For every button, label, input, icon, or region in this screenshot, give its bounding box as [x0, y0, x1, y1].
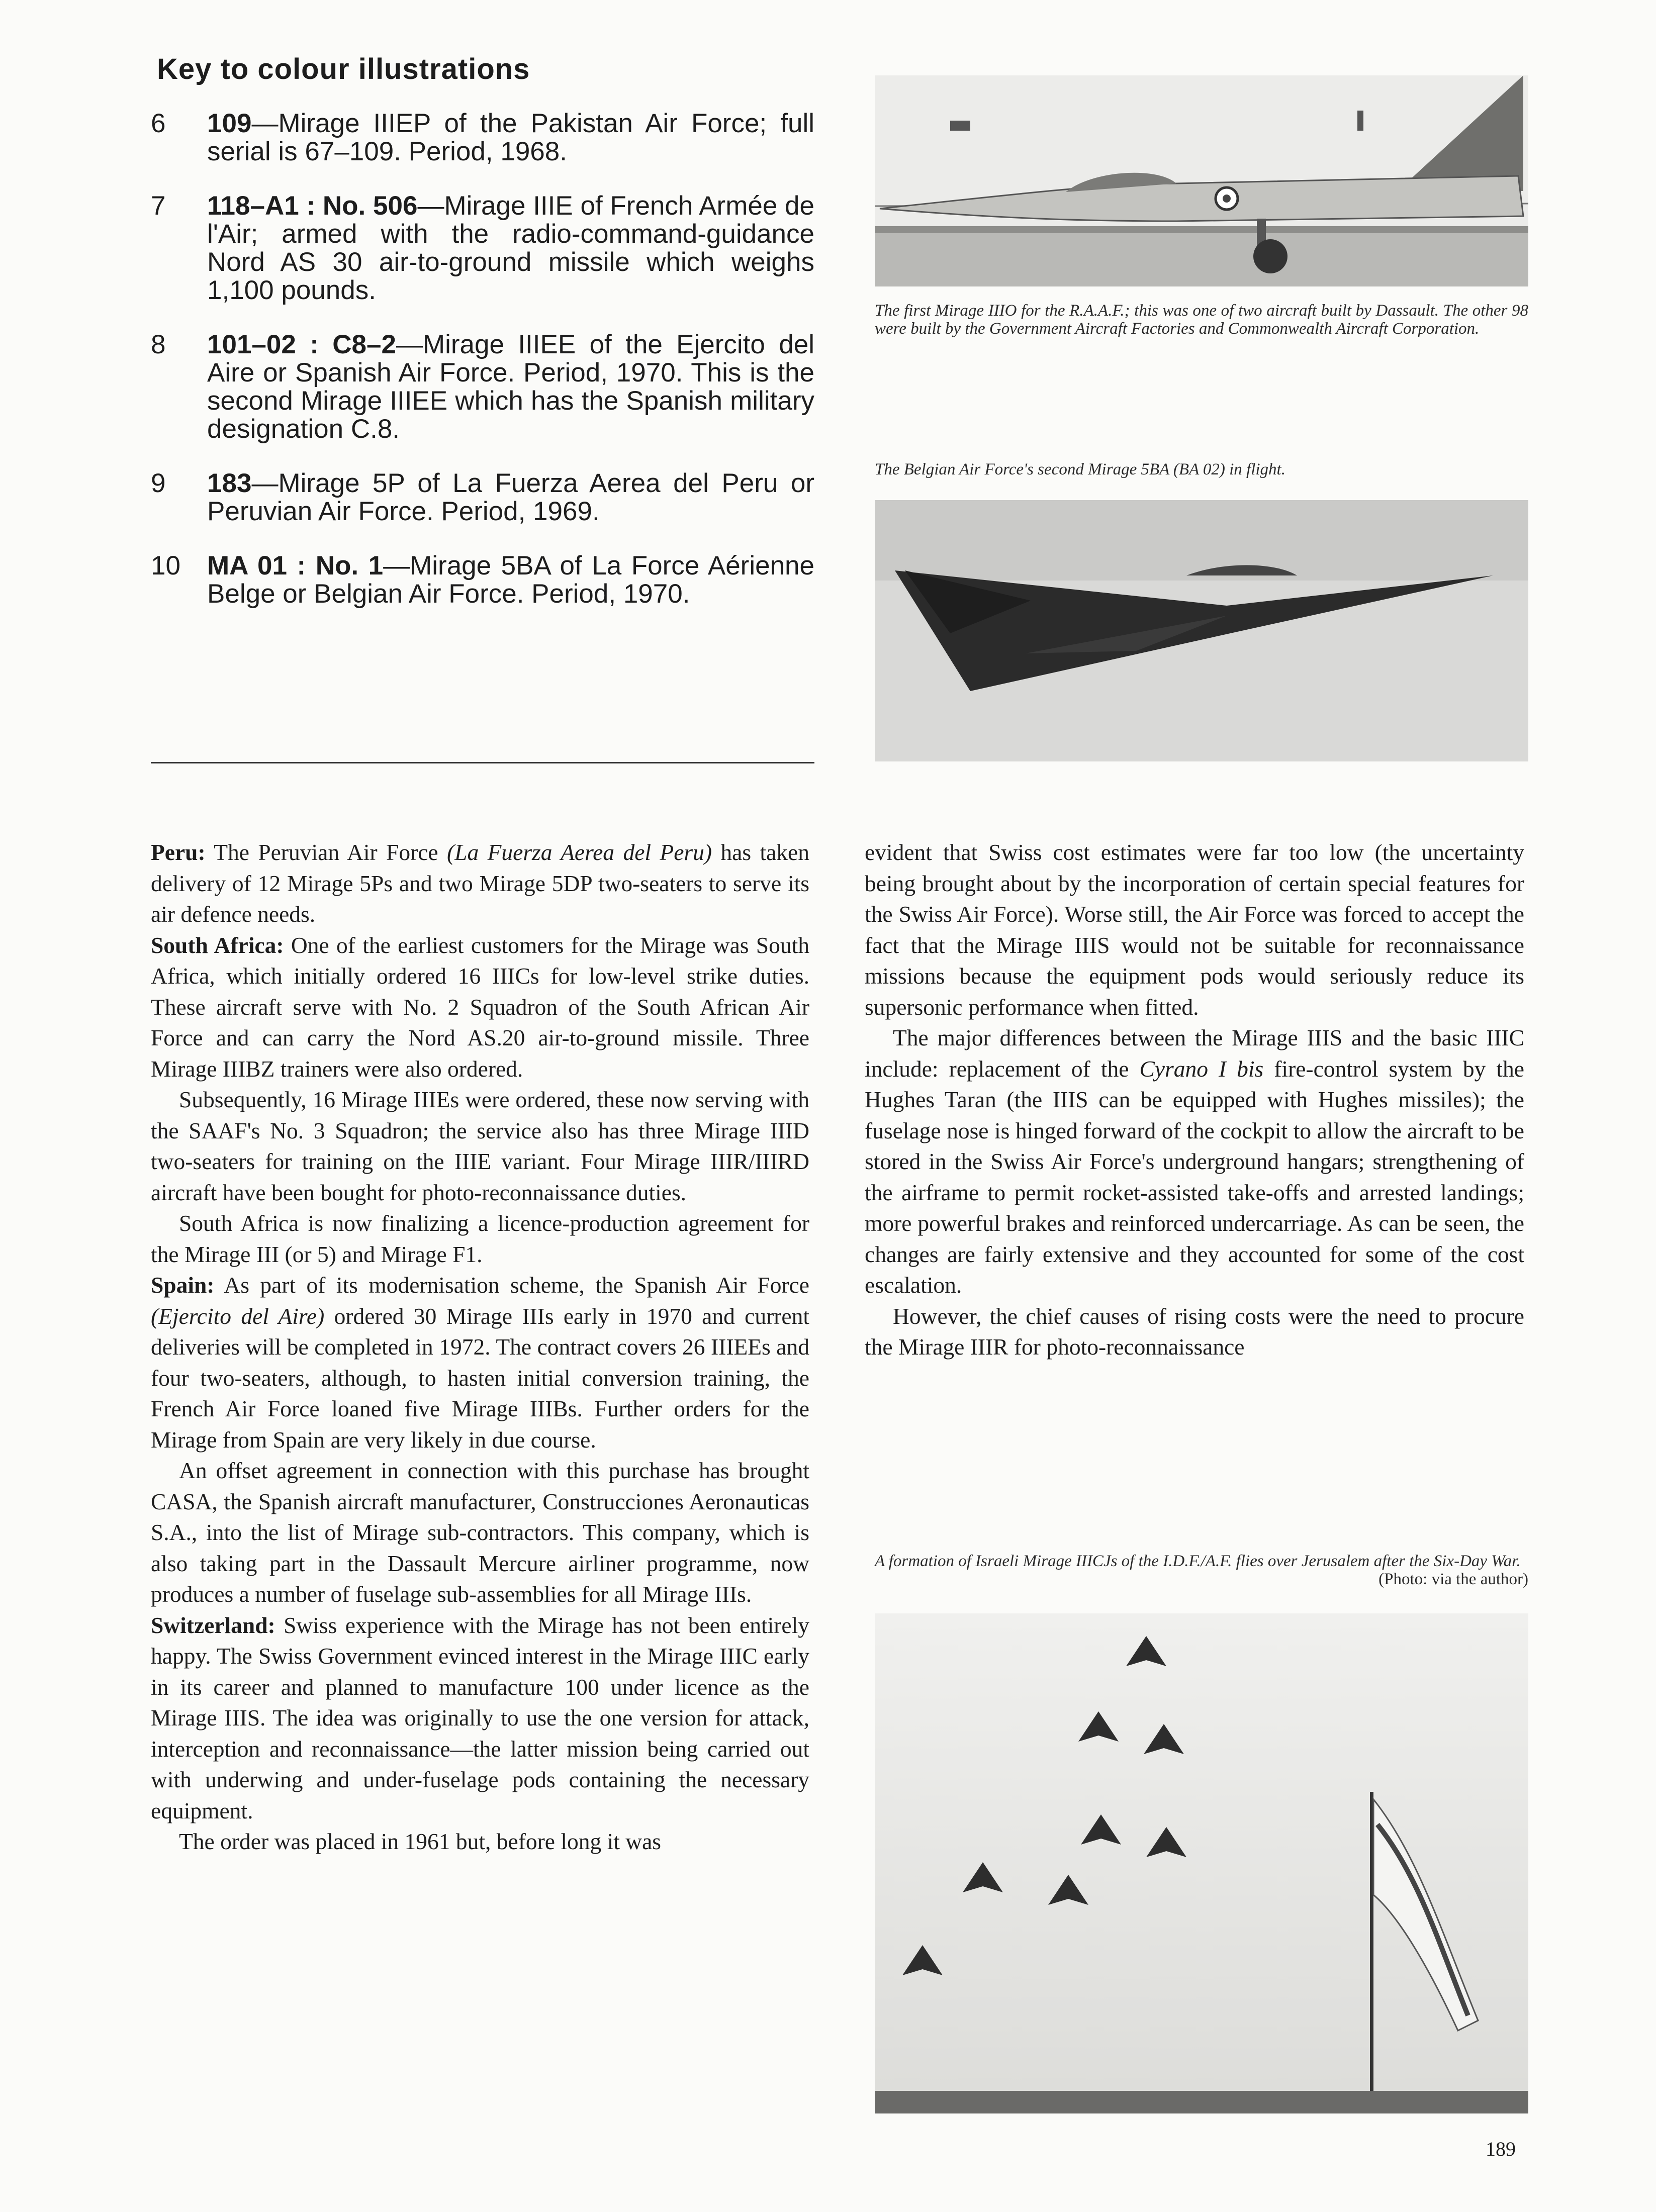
key-item [151, 552, 814, 608]
key-title: Key to colour illustrations [157, 53, 530, 85]
key-text: 118–A1 : No. 506—Mirage IIIE of French Armée de l'Air; armed with the radio-command-guidance Nord AS 30 air-to-ground missile which weighs 1,100 pounds. [207, 191, 815, 305]
key-number: 8 [151, 330, 166, 359]
key-text: MA 01 : No. 1—Mirage 5BA of La Force Aérienne Belge or Belgian Air Force. Period, 1970. [207, 551, 814, 609]
key-number: 7 [151, 191, 166, 221]
paragraph: However, the chief causes of rising costs were the need to procure the Mirage IIIR for photo-reconnaissance [865, 1303, 1524, 1360]
section-divider [151, 762, 814, 763]
paragraph: An offset agreement in connection with this purchase has brought CASA, the Spanish aircraft manufacturer, Construcciones Aeronauticas S.A., into the list of Mirage sub-contractors. This company, which is also taking part in the Dassault Mercure airliner programme, now produces a number of fuselage sub-assemblies for all Mirage IIIs. [151, 1458, 809, 1607]
paragraph: evident that Swiss cost estimates were far too low (the uncertainty being brought about by the incorporation of certain special features for the Swiss Air Force). Worse still, the Air Force was forced to accept the fact that the Mirage IIIS would not be suitable for reconnaissance missions because the equipment pods would seriously reduce its supersonic performance when fitted. [865, 839, 1524, 1020]
key-text: 183—Mirage 5P of La Fuerza Aerea del Peru or Peruvian Air Force. Period, 1969. [207, 468, 814, 526]
photo-israeli-formation [875, 1613, 1528, 2113]
key-item [151, 110, 814, 166]
paragraph-spain: Spain: As part of its modernisation scheme, the Spanish Air Force (Ejercito del Aire) ordered 30 Mirage IIIs early in 1970 and current deliveries will be completed in 1972. The contract covers 26 IIIEEs and four two-seaters, although, to hasten initial conversion training, the French Air Force loaned five Mirage IIIBs. Further orders for the Mirage from Spain are very likely in due course. [151, 1272, 810, 1453]
key-list [151, 110, 814, 634]
paragraph-switzerland: Switzerland: Swiss experience with the Mirage has not been entirely happy. The Swiss Government evinced interest in the Mirage IIIC early in its career and planned to manufacture 100 under licence as the Mirage IIIS. The idea was originally to use the one version for attack, interception and reconnaissance—the latter mission being carried out with underwing and under-fuselage pods containing the necessary equipment. [151, 1612, 809, 1823]
photo-credit: (Photo: via the author) [1378, 1570, 1528, 1588]
key-item [151, 192, 814, 305]
israeli-formation-image [875, 1613, 1528, 2113]
key-item [151, 469, 814, 526]
key-item [151, 331, 814, 443]
photo-belgian-mirage [875, 500, 1528, 761]
key-number: 6 [151, 109, 166, 138]
paragraph: South Africa is now finalizing a licence-production agreement for the Mirage III (or 5) and Mirage F1. [151, 1210, 809, 1267]
caption-israel: A formation of Israeli Mirage IIICJs of the I.D.F./A.F. flies over Jerusalem after the Six-Day War. (Photo: via the author) [875, 1552, 1528, 1588]
paragraph: The order was placed in 1961 but, before long it was [179, 1829, 662, 1854]
paragraph: Subsequently, 16 Mirage IIIEs were ordered, these now serving with the SAAF's No. 3 Squadron; the service also has three Mirage IIID two-seaters for training on the IIIE variant. Four Mirage IIIR/IIIRD aircraft have been bought for photo-reconnaissance duties. [151, 1087, 809, 1205]
right-text-column [865, 837, 1524, 1363]
raaf-mirage-image [875, 75, 1528, 286]
photo-raaf-mirage [875, 75, 1528, 286]
left-text-column [151, 837, 809, 1857]
caption-raaf: The first Mirage IIIO for the R.A.A.F.; this was one of two aircraft built by Dassault. The other 98 were built by the Government Aircraft Factories and Commonwealth Aircraft Corporation. [875, 302, 1528, 338]
caption-belgian: The Belgian Air Force's second Mirage 5BA (BA 02) in flight. [875, 460, 1285, 478]
paragraph-peru: Peru: The Peruvian Air Force (La Fuerza Aerea del Peru) has taken delivery of 12 Mirage 5Ps and two Mirage 5DP two-seaters to serve its air defence needs. [151, 839, 810, 927]
page-number: 189 [1486, 2138, 1516, 2160]
paragraph-south-africa: South Africa: One of the earliest customers for the Mirage was South Africa, which initially ordered 16 IIICs for low-level strike duties. These aircraft serve with No. 2 Squadron of the South African Air Force and can carry the Nord AS.20 air-to-ground missile. Three Mirage IIIBZ trainers were also ordered. [151, 932, 809, 1082]
belgian-mirage-image [875, 500, 1528, 761]
key-number: 9 [151, 468, 166, 498]
key-text: 101–02 : C8–2—Mirage IIIEE of the Ejercito del Aire or Spanish Air Force. Period, 1970. This is the second Mirage IIIEE which has the Spanish military designation C.8. [207, 330, 814, 444]
key-number: 10 [151, 551, 180, 581]
paragraph: The major differences between the Mirage IIIS and the basic IIIC include: replacement of the Cyrano I bis fire-control system by the Hughes Taran (the IIIS can be equipped with Hughes missiles); the fuselage nose is hinged forward of the cockpit to allow the aircraft to be stored in the Swiss Air Force's underground hangars; strengthening of the airframe to permit rocket-assisted take-offs and arrested landings; more powerful brakes and reinforced undercarriage. As can be seen, the changes are fairly extensive and they accounted for some of the cost escalation. [865, 1025, 1524, 1298]
key-text: 109—Mirage IIIEP of the Pakistan Air Force; full serial is 67–109. Period, 1968. [207, 109, 814, 166]
